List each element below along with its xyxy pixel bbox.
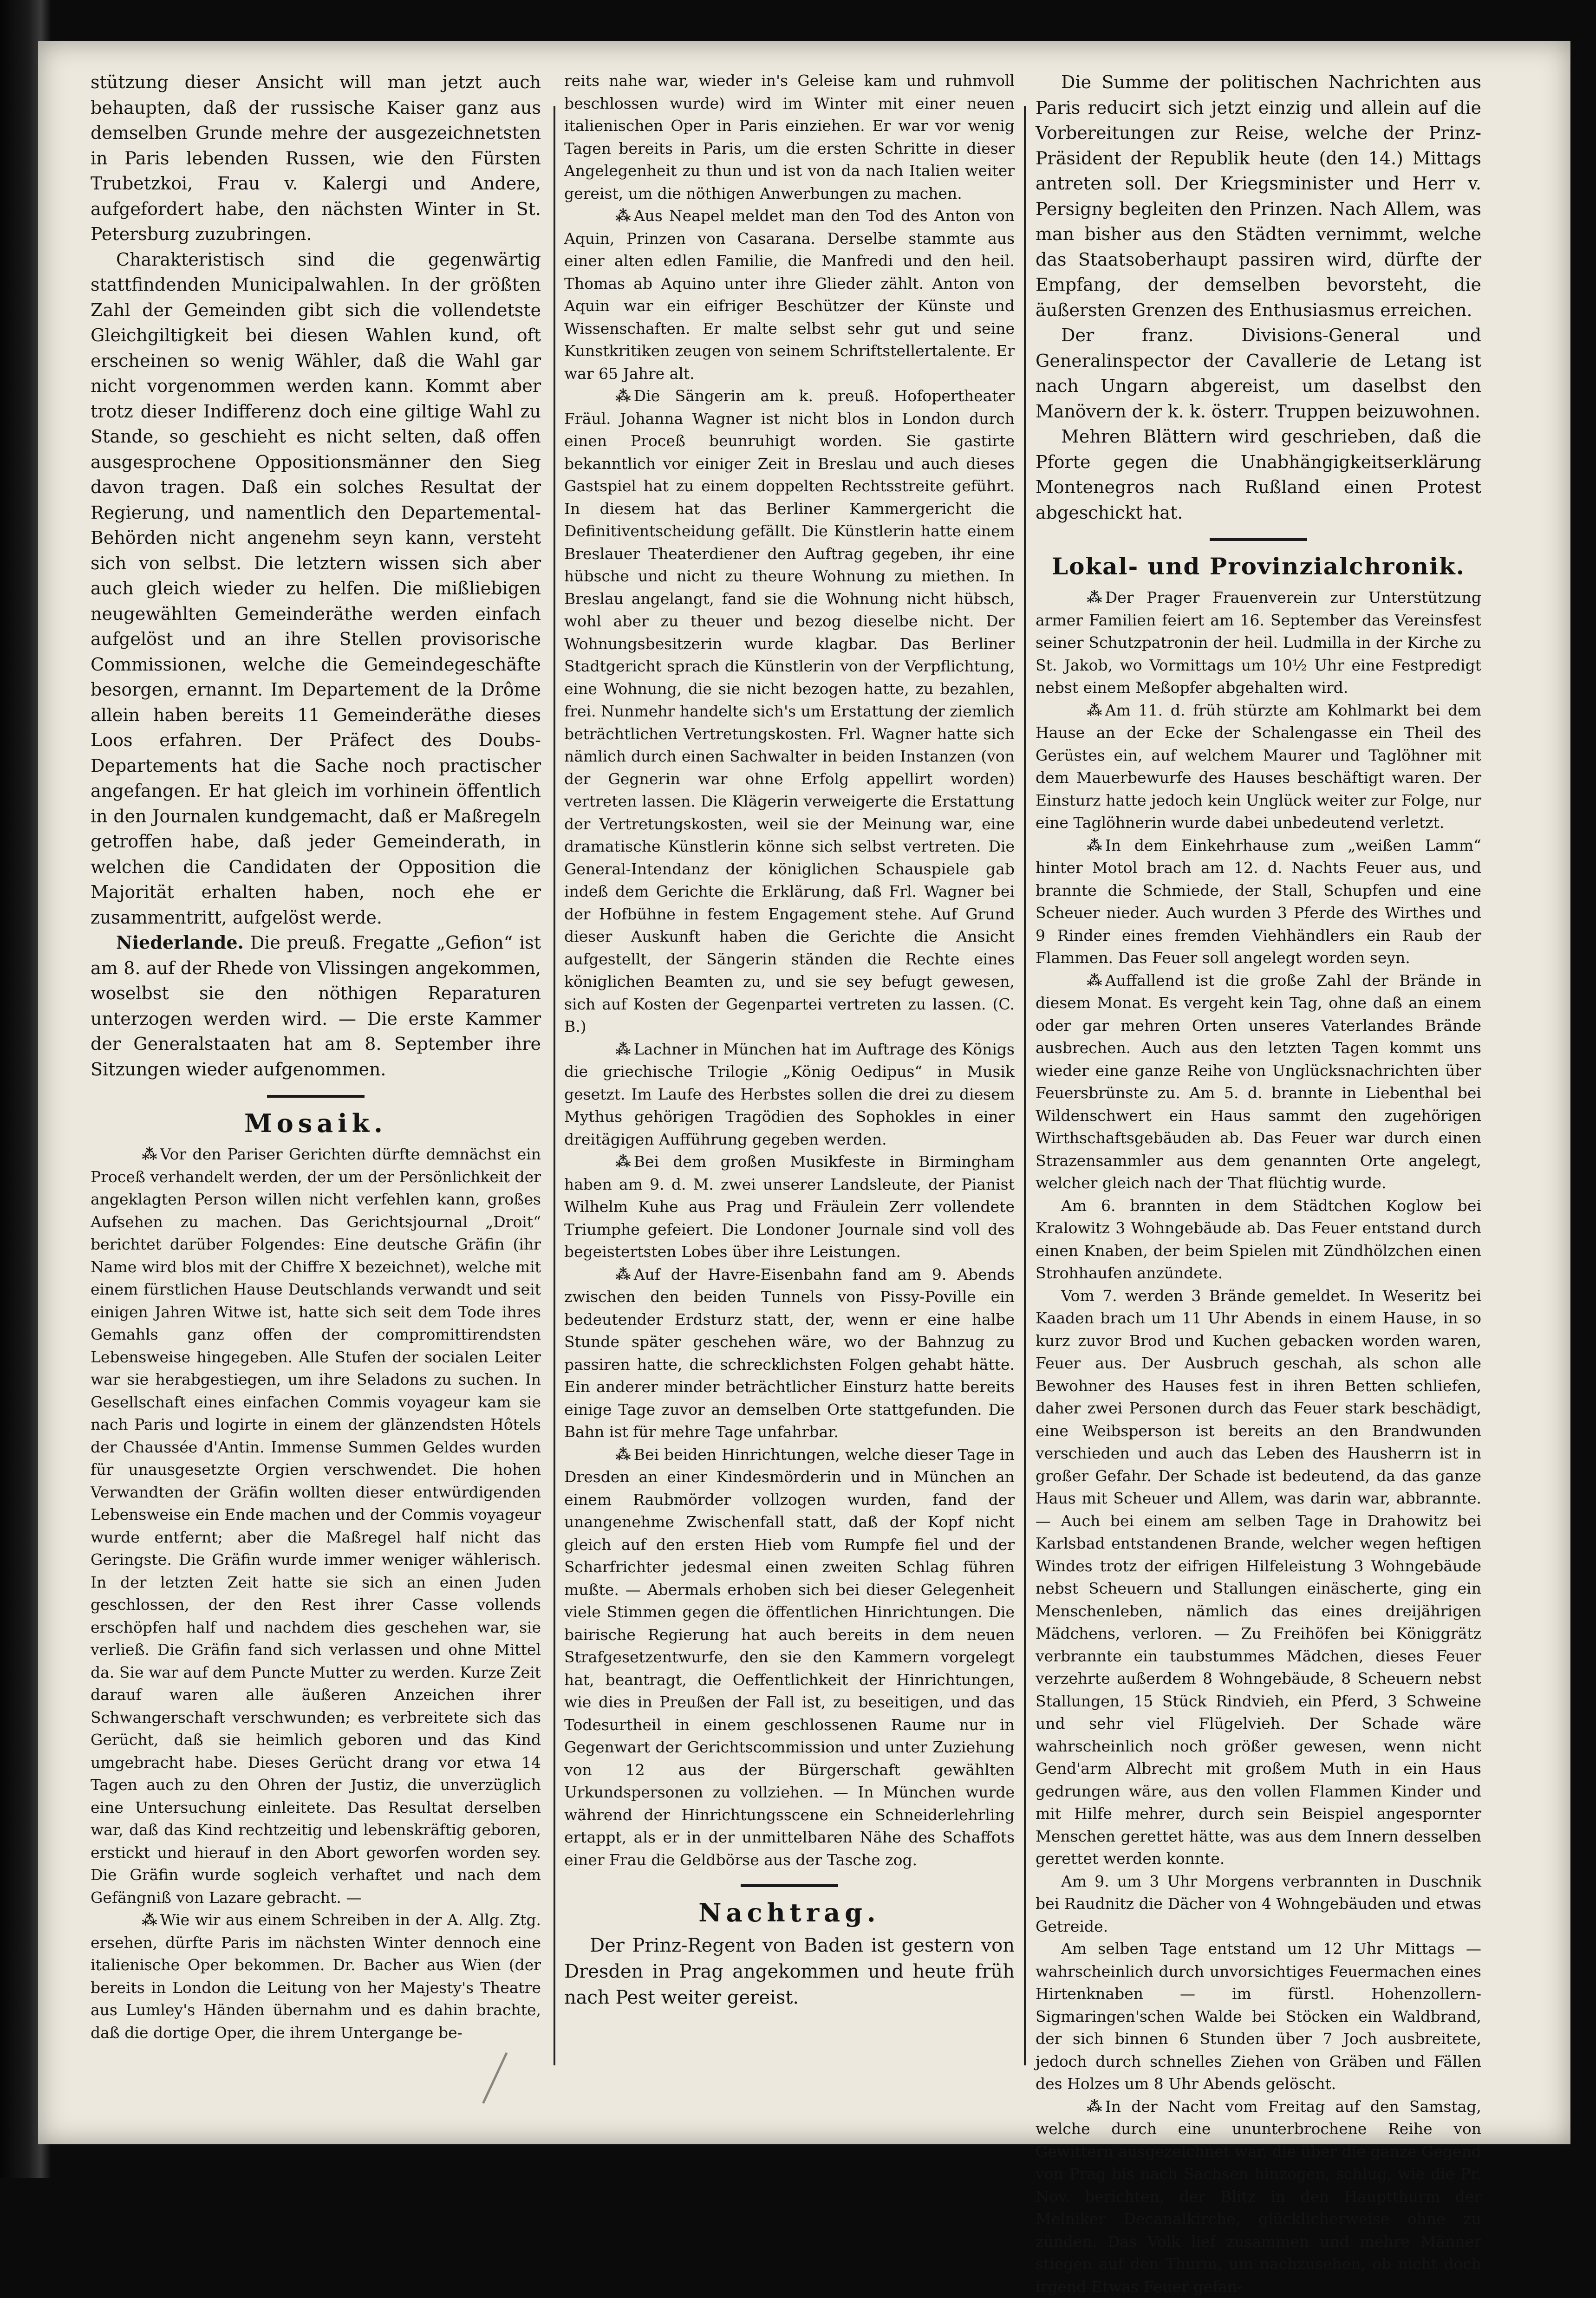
article-text: Auf der Havre-Eisenbahn fand am 9. Abends zwischen den beiden Tunnels von Pissy-Poville ein bedeutender Erdsturz statt, der, wenn er eine halbe Stunde später geschehen wäre, wo der Bahnzug zu passiren hatte, die schrecklichsten Folgen gehabt hätte. Ein anderer minder beträchtlicher Einsturz hatte bereits einige Tage zuvor an demselben Orte stattgefunden. Die Bahn ist für mehre Tage unfahrbar.	[564, 1265, 1015, 1441]
asterism-icon: ⁂	[1061, 834, 1102, 857]
article-text: Am selben Tage entstand um 12 Uhr Mittags — wahrscheinlich durch unvorsichtiges Feuermachen eines Hirtenknaben — im fürstl. Hohenzollern-Sigmaringen'schen Walde bei Stöcken ein Waldbrand, der sich binnen 6 Stunden über 7 Joch ausbreitete, jedoch durch schnelles Ziehen von Gräben und Fällen des Holzes um 8 Uhr Abends gelöscht.	[1036, 1938, 1481, 2096]
separator	[741, 1884, 838, 1887]
article-text	[91, 1143, 541, 1909]
separator	[267, 1095, 365, 1098]
asterism-icon: ⁂	[116, 1909, 157, 1932]
section-heading: Nachtrag.	[564, 1896, 1015, 1929]
separator	[1210, 538, 1307, 541]
asterism-icon: ⁂	[590, 1263, 631, 1286]
article-text: Der franz. Divisions-General und Generalinspector der Cavallerie de Letang ist nach Ungarn abgereist, um daselbst den Manövern der k. k. österr. Truppen beizuwohnen.	[1036, 323, 1481, 424]
article-text: Die Sängerin am k. preuß. Hofopertheater Fräul. Johanna Wagner ist nicht blos in London durch einen Proceß beunruhigt worden. Sie gastirte bekanntlich vor einiger Zeit in Breslau und auch dieses Gastspiel hat zu einem doppelten Rechtsstreite geführt. In diesem hat das Berliner Kammergericht die Definitiventscheidung gefällt. Die Künstlerin hatte einem Breslauer Theaterdiener den Auftrag gegeben, ihr eine hübsche und nicht zu theure Wohnung zu miethen. In Breslau angelangt, fand sie die Wohnung nicht hübsch, wohl aber zu theuer und bezog dieselbe nicht. Der Wohnungsbesitzerin wurde klagbar. Das Berliner Stadtgericht sprach die Künstlerin von der Verpflichtung, eine Wohnung, die sie nicht bezogen hatte, zu bezahlen, frei. Nunmehr handelte sich's um Erstattung der ziemlich beträchtlichen Vertretungskosten. Frl. Wagner hatte sich nämlich durch einen Sachwalter in beiden Instanzen (von der Gegnerin war ohne Erfolg appellirt worden) vertreten lassen. Die Klägerin verweigerte die Erstattung der Vertretungskosten, weil sie der Meinung war, eine dramatische Künstlerin könne sich selbst vertreten. Die General-Intendanz der königlichen Schauspiele gab indeß dem Gerichte die Erklärung, daß Frl. Wagner bei der Hofbühne in festem Engagement stehe. Auf Grund dieser Auskunft haben die Gerichte die Ansicht aufgestellt, der Sängerin ständen die Rechte eines königlichen Beamten zu, und sie sey befugt gewesen, sich auf Kosten der Gegenpartei vertreten zu lassen. (C. B.)	[564, 387, 1015, 1035]
article-text	[564, 205, 1015, 385]
column-middle	[564, 70, 1015, 2038]
article-niederlande	[91, 930, 541, 1082]
article-text	[1036, 586, 1481, 699]
article-text	[91, 1909, 541, 2044]
article-text	[1036, 970, 1481, 1195]
asterism-icon: ⁂	[590, 1038, 631, 1061]
asterism-icon: ⁂	[590, 205, 631, 228]
article-text	[1036, 699, 1481, 834]
article-text: Wie wir aus einem Schreiben in der A. Allg. Ztg. ersehen, dürfte Paris im nächsten Winter dennoch eine italienische Oper bekommen. Dr. Bacher aus Wien (der bereits in London die Leitung von her Majesty's Theatre aus Lumley's Händen übernahm und es dahin brachte, daß die dortige Oper, die ihrem Untergange be-	[91, 1911, 541, 2042]
asterism-icon: ⁂	[590, 385, 631, 408]
column-right	[1036, 70, 1481, 2038]
article-text: Am 9. um 3 Uhr Morgens verbrannten in Duschnik bei Raudnitz die Dächer von 4 Wohngebäuden und etwas Getreide.	[1036, 1870, 1481, 1938]
article-text: Charakteristisch sind die gegenwärtig stattfindenden Municipalwahlen. In der größten Zahl der Gemeinden gibt sich die vollendetste Gleichgiltigkeit bei diesen Wahlen kund, oft erscheinen so wenig Wähler, daß die Wahl gar nicht vorgenommen werden kann. Kommt aber trotz dieser Indifferenz doch eine giltige Wahl zu Stande, so geschieht es nicht selten, daß offen ausgesprochene Oppositionsmänner den Sieg davon tragen. Daß ein solches Resultat der Regierung, und namentlich den Departemental-Behörden nicht angenehm seyn kann, versteht sich von selbst. Die letztern wissen sich aber auch gleich wieder zu helfen. Die mißliebigen neugewählten Gemeinderäthe werden einfach aufgelöst und an ihre Stellen provisorische Commissionen, welche die Gemeindegeschäfte besorgen, ernannt. Im Departement de la Drôme allein haben bereits 11 Gemeinderäthe dieses Loos erfahren. Der Präfect des Doubs-Departements hat die Sache noch practischer angefangen. Er hat gleich im vorhinein öffentlich in den Journalen kundgemacht, daß er Maßregeln getroffen habe, daß jeder Gemeinderath, in welchen die Candidaten der Opposition die Majorität erhalten haben, noch ehe er zusammentritt, aufgelöst werde.	[91, 247, 541, 931]
article-text: stützung dieser Ansicht will man jetzt auch behaupten, daß der russische Kaiser ganz aus demselben Grunde mehre der ausgezeichnetsten in Paris lebenden Russen, wie den Fürsten Trubetzkoi, Frau v. Kalergi und Andere, aufgefordert habe, den nächsten Winter in St. Petersburg zuzubringen.	[91, 70, 541, 247]
asterism-icon: ⁂	[1061, 970, 1102, 992]
article-text: Vom 7. werden 3 Brände gemeldet. In Weseritz bei Kaaden brach um 11 Uhr Abends in einem Hause, in so kurz zuvor Brod und Kuchen gebacken worden waren, Feuer aus. Der Ausbruch geschah, als schon alle Bewohner des Hauses fest in ihren Betten schliefen, daher zwei Personen durch das Feuer stark beschädigt, eine Weibsperson ist bereits an den Brandwunden verschieden und auch das Leben des Hausherrn ist in großer Gefahr. Der Schade ist bedeutend, da das ganze Haus mit Scheuer und Allem, was darin war, abbrannte. — Auch bei einem am selben Tage in Drahowitz bei Karlsbad entstandenen Brande, welcher wegen heftigen Windes trotz der eifrigen Hilfeleistung 3 Wohngebäude nebst Scheuern und Stallungen einäscherte, ging ein Menschenleben, nämlich das eines dreijährigen Mädchens, verloren. — Zu Freihöfen bei Königgrätz verbrannte ein taubstummes Mädchen, dieses Feuer verzehrte außerdem 8 Wohngebäude, 8 Scheuern nebst Stallungen, 15 Stück Rindvieh, ein Pferd, 3 Schweine und sehr viel Flügelvieh. Der Schade wäre wahrscheinlich noch größer gewesen, wenn nicht Gend'arm Albrecht mit großem Muth in ein Haus gedrungen wäre, aus den vollen Flammen Kinder und mit Hilfe mehrer, durch sein Beispiel angespornter Menschen gerettet hätte, was aus dem Innern desselben gerettet werden konnte.	[1036, 1285, 1481, 1870]
article-text	[564, 1038, 1015, 1151]
asterism-icon: ⁂	[1061, 586, 1102, 609]
section-label: Niederlande.	[116, 932, 244, 953]
section-heading: Lokal- und Provinzialchronik.	[1036, 550, 1481, 583]
article-text: Die Summe der politischen Nachrichten aus Paris reducirt sich jetzt einzig und allein auf die Vorbereitungen zur Reise, welche der Prinz-Präsident der Republik heute (den 14.) Mittags antreten soll. Der Kriegsminister und Herr v. Persigny begleiten den Prinzen. Nach Allem, was man bisher aus den Städten vernimmt, welche das Staatsoberhaupt passiren wird, dürfte der Empfang, der demselben bevorsteht, die äußersten Grenzen des Enthusiasmus erreichen.	[1036, 70, 1481, 323]
article-text	[564, 1444, 1015, 1872]
article-text	[564, 1151, 1015, 1263]
article-text: Der Prager Frauenverein zur Unterstützung armer Familien feiert am 16. September das Vereinsfest seiner Schutzpatronin der heil. Ludmilla in der Kirche zu St. Jakob, wo Vormittags um 10½ Uhr eine Festpredigt nebst einem Meßopfer abgehalten wird.	[1036, 588, 1481, 697]
asterism-icon: ⁂	[116, 1143, 157, 1166]
article-text	[1036, 834, 1481, 970]
asterism-icon: ⁂	[590, 1444, 631, 1466]
article-text	[1036, 2096, 1481, 2298]
article-text: Lachner in München hat im Auftrage des Königs die griechische Trilogie „König Oedipus“ in Musik gesetzt. Im Laufe des Herbstes sollen die drei zu diesem Mythus gehörigen Tragödien des Sophokles in einer dreitägigen Aufführung gegeben werden.	[564, 1040, 1015, 1148]
article-text: Mehren Blättern wird geschrieben, daß die Pforte gegen die Unabhängigkeitserklärung Montenegros nach Rußland einen Protest abgeschickt hat.	[1036, 424, 1481, 525]
article-text: Aus Neapel meldet man den Tod des Anton von Aquin, Prinzen von Casarana. Derselbe stammte aus einer alten edlen Familie, die Manfredi und den heil. Thomas ab Aquino unter ihre Glieder zählt. Anton von Aquin war ein eifriger Beschützer der Künste und Wissenschaften. Er malte selbst sehr gut und seine Kunstkritiken zeugen von seinem Schriftstellertalente. Er war 65 Jahre alt.	[564, 207, 1015, 383]
article-text: In der Nacht vom Freitag auf den Samstag, welche durch eine ununterbrochene Reihe von Gewittern ausgezeichnet war, die über die ganze Gegend von Prag bis nach Sachsen hinzogen, schlug, wie die Pr. Nov. berichten, der Blitz in den Hauptthurm der Melniker Decanalkirche, glücklicherweise ohne zu zünden. Das Volk lief zusammen und mehre Männer stiegen auf den Thurm, um nachzusehen, ob nicht doch irgend Etwas Feuer gefan-	[1036, 2097, 1481, 2296]
asterism-icon: ⁂	[1061, 699, 1102, 722]
article-text: Am 6. brannten in dem Städtchen Koglow bei Kralowitz 3 Wohngebäude ab. Das Feuer entstand durch einen Knaben, der beim Spielen mit Zündhölzchen einen Strohhaufen anzündete.	[1036, 1195, 1481, 1285]
column-rule	[1024, 106, 1026, 2065]
column-rule	[554, 106, 555, 2065]
column-left	[91, 70, 541, 2038]
article-text	[564, 385, 1015, 1038]
article-text: In dem Einkehrhause zum „weißen Lamm“ hinter Motol brach am 12. d. Nachts Feuer aus, und brannte die Schmiede, der Stall, Schupfen und eine Scheuer nieder. Auch wurden 3 Pferde des Wirthes und 9 Rinder eines fremden Viehhändlers ein Raub der Flammen. Das Feuer soll angelegt worden seyn.	[1036, 836, 1481, 967]
article-text: Die preuß. Fregatte „Gefion“ ist am 8. auf der Rhede von Vlissingen angekommen, woselbst sie den nöthigen Reparaturen unterzogen werden wird. — Die erste Kammer der Generalstaaten hat am 8. September ihre Sitzungen wieder aufgenommen.	[91, 932, 541, 1080]
section-heading: Mosaik.	[91, 1107, 541, 1139]
asterism-icon: ⁂	[1061, 2096, 1102, 2118]
article-text: Am 11. d. früh stürzte am Kohlmarkt bei dem Hause an der Ecke der Schalengasse ein Theil des Gerüstes ein, auf welchem Maurer und Taglöhner mit dem Mauerbewurfe des Hauses beschäftigt waren. Der Einsturz hatte jedoch kein Unglück weiter zur Folge, nur eine Taglöhnerin wurde dabei unbedeutend verletzt.	[1036, 701, 1481, 832]
article-text: Bei beiden Hinrichtungen, welche dieser Tage in Dresden an einer Kindesmörderin und in München an einem Raubmörder vollzogen wurden, fand der unangenehme Zwischenfall statt, daß der Kopf nicht gleich auf den ersten Hieb vom Rumpfe fiel und der Scharfrichter jedesmal einen zweiten Schlag führen mußte. — Abermals erhoben sich bei dieser Gelegenheit viele Stimmen gegen die öffentlichen Hinrichtungen. Die bairische Regierung hat auch bereits in dem neuen Strafgesetzentwurfe, den sie den Kammern vorgelegt hat, beantragt, die Oeffentlichkeit der Hinrichtungen, wie dies in Preußen der Fall ist, zu beseitigen, und das Todesurtheil in einem geschlossenen Raume nur in Gegenwart der Gerichtscommission und unter Zuziehung von 12 aus der Bürgerschaft gewählten Urkundspersonen zu vollziehen. — In München wurde während der Hinrichtungsscene ein Schneiderlehrling ertappt, als er in der unmittelbaren Nähe des Schaffots einer Frau die Geldbörse aus der Tasche zog.	[564, 1445, 1015, 1869]
article-text: reits nahe war, wieder in's Geleise kam und ruhmvoll beschlossen wurde) wird im Winter mit einer neuen italienischen Oper in Paris einziehen. Er war vor wenig Tagen bereits in Paris, um die ersten Schritte in dieser Angelegenheit zu thun und ist von da nach Italien weiter gereist, um die nöthigen Anwerbungen zu machen.	[564, 70, 1015, 205]
article-text: Vor den Pariser Gerichten dürfte demnächst ein Proceß verhandelt werden, der um der Persönlichkeit der angeklagten Person willen nicht verfehlen kann, großes Aufsehen zu machen. Das Gerichtsjournal „Droit“ berichtet darüber Folgendes: Eine deutsche Gräfin (ihr Name wird blos mit der Chiffre X bezeichnet), welche mit einem fürstlichen Hause Deutschlands verwandt und seit einigen Jahren Witwe ist, hatte sich seit dem Tode ihres Gemahls ganz offen der compromittirendsten Lebensweise hingegeben. Alle Stufen der socialen Leiter war sie herabgestiegen, um ihre Seladons zu suchen. In Gesellschaft eines einfachen Commis voyageur kam sie nach Paris und logirte in einem der glänzendsten Hôtels der Chaussée d'Antin. Immense Summen Geldes wurden für unausgesetzte Orgien verschwendet. Die hohen Verwandten der Gräfin wollten dieser entwürdigenden Lebensweise ein Ende machen und der Commis voyageur wurde entfernt; aber die Maßregel half nicht das Geringste. Die Gräfin wurde immer weniger wählerisch. In der letzten Zeit hatte sie sich an einen Juden geschlossen, der den Rest ihrer Casse vollends erschöpfen half und nachdem dies geschehen war, sie verließ. Die Gräfin fand sich verlassen und ohne Mittel da. Sie war auf dem Puncte Mutter zu werden. Kurze Zeit darauf waren alle äußeren Anzeichen ihrer Schwangerschaft verschwunden; es verbreitete sich das Gerücht, daß sie heimlich geboren und das Kind umgebracht habe. Dieses Gerücht drang vor etwa 14 Tagen auch zu den Ohren der Justiz, die unverzüglich eine Untersuchung einleitete. Das Resultat derselben war, daß das Kind rechtzeitig und lebenskräftig geboren, erstickt und hierauf in den Abort geworfen worden sey. Die Gräfin wurde sogleich verhaftet und nach dem Gefängniß von Lazare gebracht. —	[91, 1145, 541, 1907]
article-text: Der Prinz-Regent von Baden ist gestern von Dresden in Prag angekommen und heute früh nach Pest weiter gereist.	[564, 1933, 1015, 2011]
article-text	[564, 1263, 1015, 1444]
article-text: Auffallend ist die große Zahl der Brände in diesem Monat. Es vergeht kein Tag, ohne daß an einem oder gar mehren Orten unseres Vaterlandes Brände ausbrechen. Auch aus den letzten Tagen kommt uns wieder eine ganze Reihe von Unglücksnachrichten über Feuersbrünste zu. Am 5. d. brannte in Liebenthal bei Wildenschwert ein Haus sammt den zugehörigen Wirthschaftsgebäuden ab. Das Feuer war durch einen Strazensammler aus dem genannten Orte angelegt, welcher gleich nach der That flüchtig wurde.	[1036, 971, 1481, 1192]
article-text: Bei dem großen Musikfeste in Birmingham haben am 9. d. M. zwei unserer Landsleute, der Pianist Wilhelm Kuhe aus Prag und Fräulein Zerr vollendete Triumphe gefeiert. Die Londoner Journale sind voll des begeistertsten Lobes über ihre Leistungen.	[564, 1152, 1015, 1261]
asterism-icon: ⁂	[590, 1151, 631, 1173]
